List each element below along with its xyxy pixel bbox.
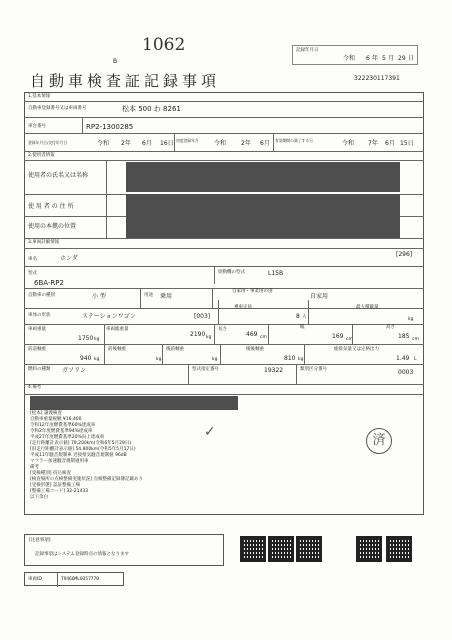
notes-redacted — [30, 396, 238, 410]
record-date-month: 5 — [382, 55, 386, 62]
body-code: [003] — [194, 313, 211, 320]
first-reg2-year: 2年 — [241, 140, 251, 147]
notes-line: マフラー加速騒音規制適用車 — [30, 459, 89, 464]
qr-code-5 — [386, 536, 412, 562]
rear-rear-axle-unit: kg — [298, 357, 304, 362]
width-label: 幅 — [300, 325, 305, 330]
chassis-value: RP2-1300285 — [86, 123, 134, 131]
private-value: 自家用 — [310, 293, 329, 300]
first-reg-day: 16日 — [160, 140, 174, 147]
chassis-label: 車台番号 — [28, 124, 46, 129]
user-address-redacted — [126, 194, 400, 216]
base-location-label: 使用の本拠の位置 — [28, 223, 77, 230]
approval-label: 型式指定番号 — [192, 367, 219, 372]
front-rear-axle-unit: kg — [156, 357, 162, 362]
engine-label: 原動機の型式 — [218, 270, 245, 275]
body-label: 車体の形状 — [28, 313, 51, 318]
vehicle-id-value: T9466ML0357770 — [61, 577, 99, 582]
first-reg-year: 2年 — [121, 140, 131, 147]
length-value: 469 — [246, 331, 258, 338]
rear-rear-axle-label: 後後軸重 — [246, 347, 264, 352]
record-date-box — [292, 45, 418, 65]
use-value: 乗用 — [160, 293, 173, 300]
notes-line: 令和2年度燃費基準94%達成車 — [30, 429, 93, 434]
check-mark: ✓ — [204, 424, 216, 440]
notes-line: [整備工場コード] 32-21433 — [30, 489, 89, 494]
code-296: [296] — [396, 251, 413, 258]
qr-code-2 — [268, 536, 294, 562]
qr-code-4 — [356, 536, 382, 562]
front-front-axle-value: 940 — [80, 355, 92, 362]
first-reg2-era: 令和 — [214, 140, 227, 147]
body-value: ステーションワゴン — [82, 313, 136, 320]
displacement-label: 総排気量又は定格出力 — [334, 347, 379, 352]
notes-line: 以下余白 — [30, 495, 48, 500]
make-label: 車名 — [28, 257, 37, 262]
record-date-year: 6 — [366, 55, 370, 62]
weight-value: 1750 — [78, 335, 94, 342]
gross-label: 車両総重量 — [106, 327, 129, 332]
reg-label: 自動車登録番号又は車両番号 — [28, 106, 87, 111]
record-date-month-unit: 月 — [388, 55, 395, 62]
rear-front-axle-label: 後前軸重 — [166, 347, 184, 352]
rear-rear-axle-value: 810 — [284, 355, 296, 362]
qr-code-3 — [296, 536, 322, 562]
notes-line: [走行距離計表示値] 79,200km(令和6年5月29日) — [30, 441, 132, 446]
qr-code-1 — [240, 536, 266, 562]
first-reg-era: 令和 — [97, 140, 110, 147]
expiry-label: 有効期間の満了する日 — [275, 138, 313, 143]
use-label: 用途 — [144, 293, 153, 298]
displacement-unit: L — [414, 357, 417, 362]
load-unit: kg — [408, 317, 414, 322]
base-location-redacted — [126, 214, 400, 238]
capacity-unit: 人 — [302, 315, 307, 320]
record-date-year-unit: 年 — [372, 55, 379, 62]
inspection-stamp: 済 — [366, 428, 392, 454]
height-label: 高さ — [386, 325, 395, 330]
expiry-month: 6月 — [385, 140, 395, 147]
class-value: 0003 — [398, 369, 414, 376]
handwritten-number: 1062 — [142, 35, 186, 55]
page-title: 自動車検査証記録事項 — [30, 72, 221, 90]
notes-line: 平成11年騒音規制車 近接排気騒音規制値 96dB — [30, 453, 127, 458]
notes-line: 令和12年度燃費基準60%達成車 — [30, 423, 96, 428]
kind-label: 自動車の種別 — [28, 293, 55, 298]
width-value: 169 — [332, 333, 344, 340]
front-front-axle-label: 前前軸重 — [28, 347, 46, 352]
gross-unit: kg — [206, 335, 212, 340]
user-name-redacted — [126, 162, 400, 192]
notes-line: [松本] 譲渡検査 — [30, 411, 62, 416]
record-date-day: 29 — [398, 55, 406, 62]
expiry-year: 7年 — [368, 140, 378, 147]
document-number: 322230117391 — [354, 75, 400, 82]
notice-box — [24, 534, 224, 566]
reg-value: 松本 500 わ 8261 — [122, 105, 181, 113]
notes-line: [受検種別] 持込検査 — [30, 471, 71, 476]
notes-line: [旧走行距離計表示値] 54,800km(令和5年5月17日) — [30, 447, 136, 452]
height-unit: cm — [412, 337, 419, 342]
expiry-era: 令和 — [342, 140, 355, 147]
private-label: 自家用・事業用の別 — [232, 289, 273, 294]
make-value: ホンダ — [60, 255, 78, 262]
class-label: 類別区分番号 — [300, 367, 327, 372]
expiry-day: 15日 — [400, 140, 414, 147]
user-name-label: 使用者の氏名又は名称 — [28, 172, 89, 179]
notes-line: [検査場所の点検整備実施状況] 点検整備記録簿記載あり — [30, 477, 143, 482]
notes-list — [30, 412, 260, 502]
height-value: 185 — [398, 333, 410, 340]
first-reg-month: 6月 — [142, 140, 152, 147]
notes-line: 平成27年度燃費基準20%向上達成車 — [30, 435, 105, 440]
engine-value: L15B — [268, 270, 284, 277]
gross-value: 2190 — [190, 331, 206, 338]
displacement-value: 1.49 — [396, 355, 410, 362]
front-rear-axle-label: 前後軸重 — [108, 347, 126, 352]
model-label: 型式 — [28, 271, 37, 276]
section4-heading: 4.備考 — [28, 385, 42, 390]
marker-b: B — [113, 58, 118, 65]
notice-text: 記録事項はシステム登録時点の情報となります — [35, 552, 130, 557]
record-date-day-unit: 日 — [408, 55, 415, 62]
record-date-label: 記録年月日 — [296, 48, 319, 53]
first-reg-short-label: 初度登録年月 — [176, 138, 199, 143]
kind-value: 小 型 — [92, 293, 106, 300]
rear-front-axle-unit: kg — [212, 357, 218, 362]
notes-line: [受検形態] 認証整備工場 — [30, 483, 80, 488]
section1-heading: 1.基本情報 — [28, 94, 51, 99]
vehicle-id-label: 車両ID — [28, 577, 42, 582]
first-reg2-month: 6月 — [260, 140, 270, 147]
fuel-label: 燃料の種類 — [28, 367, 51, 372]
first-reg-label: 登録年月日/交付年月日 — [28, 140, 68, 145]
capacity-label: 乗車定員 — [234, 305, 252, 310]
record-date-era: 令和 — [343, 55, 356, 62]
section3-heading: 3.車両詳細情報 — [28, 240, 60, 245]
width-unit: cm — [346, 337, 353, 342]
capacity-value: 8 — [296, 313, 300, 320]
weight-unit: kg — [94, 337, 100, 342]
user-address-label: 使 用 者 の 住 所 — [28, 203, 74, 210]
section2-heading: 2.使用者情報 — [28, 153, 55, 158]
length-label: 長さ — [218, 327, 227, 332]
notes-line: 自動車重量税額 ¥16,400 — [30, 417, 82, 422]
front-front-axle-unit: kg — [94, 357, 100, 362]
vehicle-id-box — [24, 572, 124, 586]
load-label: 最大積載量 — [356, 305, 379, 310]
fuel-value: ガソリン — [62, 367, 87, 374]
notice-label: [注意事項] — [29, 538, 51, 543]
approval-value: 19322 — [264, 367, 284, 374]
model-value: 6BA-RP2 — [34, 279, 64, 287]
weight-label: 車両重量 — [28, 327, 46, 332]
notes-line: 備考 — [30, 465, 39, 470]
length-unit: cm — [260, 335, 267, 340]
